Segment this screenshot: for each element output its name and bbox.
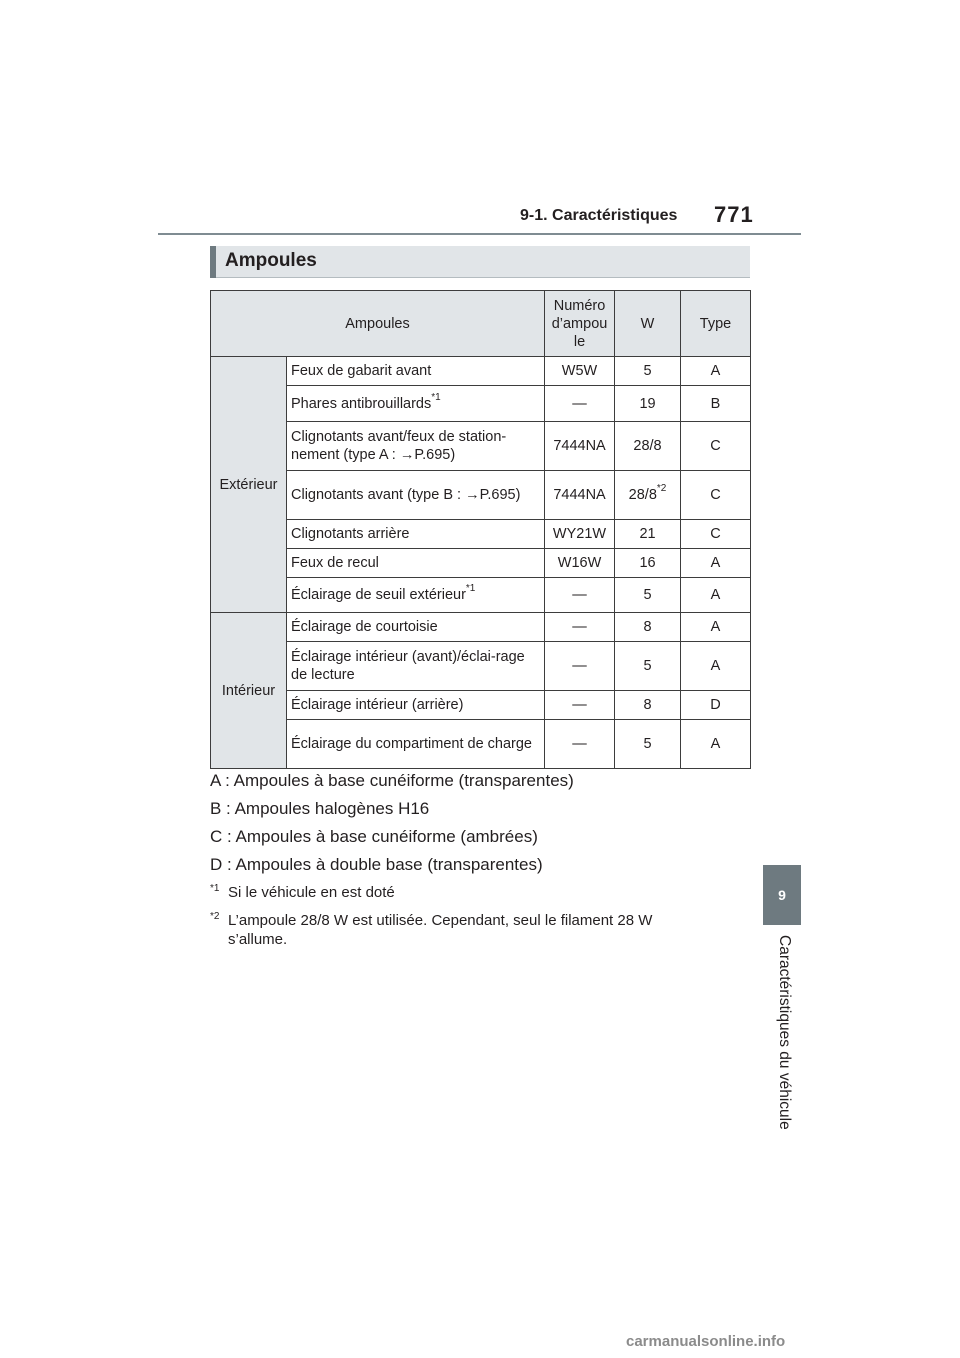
- table-row: [211, 691, 751, 720]
- bulb-number: —: [545, 386, 615, 422]
- bulb-watt: 8: [615, 691, 681, 720]
- bulb-type: A: [681, 357, 751, 386]
- bulb-number: —: [545, 613, 615, 642]
- bulb-name: Éclairage du compartiment de charge: [287, 720, 545, 769]
- table-row: [211, 357, 751, 386]
- bulb-name: Clignotants avant/feux de station-nement (type A : →P.695): [287, 422, 545, 471]
- table-row: [211, 386, 751, 422]
- bulb-type: A: [681, 578, 751, 613]
- table-row: [211, 471, 751, 520]
- bulb-type: C: [681, 422, 751, 471]
- bulb-number: —: [545, 578, 615, 613]
- bulb-watt: 5: [615, 578, 681, 613]
- chapter-heading: 9-1. Caractéristiques: [520, 207, 678, 224]
- bulb-number: WY21W: [545, 520, 615, 549]
- bulb-type: A: [681, 642, 751, 691]
- footnote-ref: *1: [465, 583, 476, 595]
- legend-item-b: B : Ampoules halogènes H16: [210, 799, 430, 818]
- legend-item-c: C : Ampoules à base cunéiforme (ambrées): [210, 827, 538, 846]
- table-row: [211, 520, 751, 549]
- bulb-type: A: [681, 549, 751, 578]
- header-bulbs: Ampoules: [211, 291, 545, 357]
- bulb-name: Éclairage intérieur (avant)/éclai-rage de lecture: [287, 642, 545, 691]
- table-row: [211, 720, 751, 769]
- bulb-name: Phares antibrouillards$^{*1}$: [287, 386, 545, 422]
- table-row: [211, 613, 751, 642]
- bulb-name: Éclairage de courtoisie: [287, 613, 545, 642]
- bulb-watt: 16: [615, 549, 681, 578]
- bulb-table: [210, 290, 751, 769]
- bulb-number: 7444NA: [545, 471, 615, 520]
- header-number: [545, 291, 615, 357]
- bulb-type: A: [681, 720, 751, 769]
- bulb-number: 7444NA: [545, 422, 615, 471]
- bulb-name: Feux de gabarit avant: [287, 357, 545, 386]
- bulb-number: W16W: [545, 549, 615, 578]
- bulb-number: —: [545, 642, 615, 691]
- legend-item-d: D : Ampoules à double base (transparentes): [210, 855, 543, 874]
- section-header: [210, 246, 750, 278]
- header-number-text: Numéro d’ampou le: [551, 297, 608, 350]
- bulb-name: Éclairage intérieur (arrière): [287, 691, 545, 720]
- footnote-text: Si le véhicule en est doté: [228, 884, 395, 901]
- table-row: [211, 642, 751, 691]
- bulb-watt: 5: [615, 720, 681, 769]
- chapter-tab-label: Caractéristiques du véhicule: [776, 935, 793, 1130]
- footnote-ref: *1: [431, 391, 441, 403]
- bulb-type: D: [681, 691, 751, 720]
- bulb-watt: 5: [615, 642, 681, 691]
- header-w: W: [615, 291, 681, 357]
- bulb-type: A: [681, 613, 751, 642]
- table-header-row: [211, 291, 751, 357]
- bulb-type: B: [681, 386, 751, 422]
- table-row: [211, 578, 751, 613]
- bulb-name: Éclairage de seuil extérieur$^{*1}$: [287, 578, 545, 613]
- header-divider: [158, 233, 801, 235]
- header-type: Type: [681, 291, 751, 357]
- table-row: [211, 549, 751, 578]
- section-accent: [210, 246, 216, 278]
- bulb-watt: 28/8: [615, 422, 681, 471]
- watermark: carmanualsonline.info: [626, 1333, 786, 1350]
- bulb-type: C: [681, 471, 751, 520]
- bulb-number: W5W: [545, 357, 615, 386]
- page-number: 771: [714, 202, 754, 227]
- section-title: Ampoules: [225, 250, 317, 271]
- footnote-text: L’ampoule 28/8 W est utilisée. Cependant, seul le filament 28 W s’allume.: [228, 912, 653, 948]
- bulb-watt: 5: [615, 357, 681, 386]
- table-row: [211, 422, 751, 471]
- footnote-ref: *2: [656, 483, 667, 495]
- bulb-watt: 8: [615, 613, 681, 642]
- bulb-name: Feux de recul: [287, 549, 545, 578]
- legend-item-a: A : Ampoules à base cunéiforme (transparentes): [210, 771, 574, 790]
- chapter-tab[interactable]: 9: [763, 865, 801, 925]
- bulb-name: Clignotants arrière: [287, 520, 545, 549]
- bulb-type: C: [681, 520, 751, 549]
- group-label: Extérieur: [211, 357, 287, 613]
- bulb-number: —: [545, 720, 615, 769]
- bulb-watt: 19: [615, 386, 681, 422]
- group-label: Intérieur: [211, 613, 287, 769]
- bulb-number: —: [545, 691, 615, 720]
- bulb-name: Clignotants avant (type B : →P.695): [287, 471, 545, 520]
- bulb-watt: 28/8$^{*2}$: [615, 471, 681, 520]
- bulb-watt: 21: [615, 520, 681, 549]
